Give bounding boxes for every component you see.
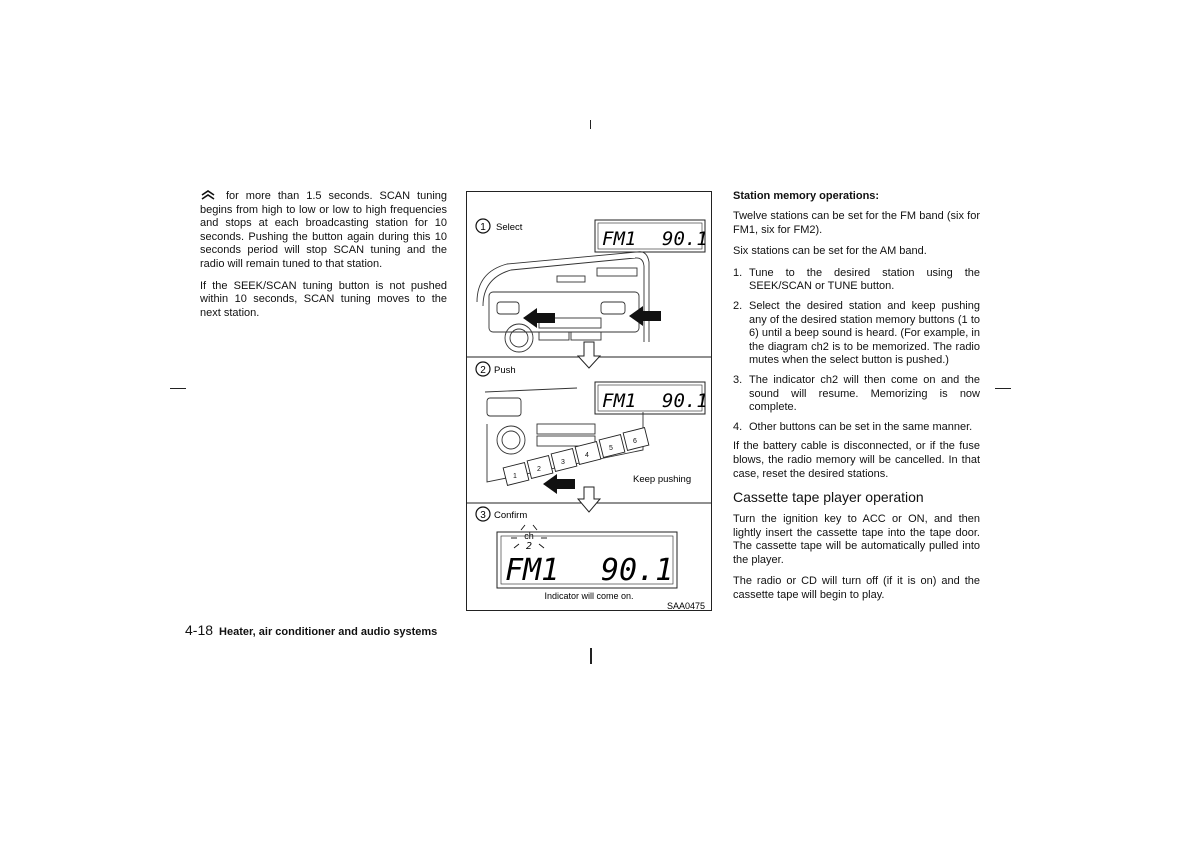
page-number: 4-18 [185, 622, 214, 638]
battery-paragraph: If the battery cable is disconnected, or if the fuse blows, the radio memory will be cancelled. In that case, reset the desired stations. [733, 440, 980, 480]
lcd-display-2 [595, 382, 708, 414]
indicator-ch-label: ch [524, 531, 534, 541]
svg-text:1: 1 [480, 222, 486, 233]
svg-text:4: 4 [585, 452, 589, 459]
svg-text:90.1: 90.1 [601, 553, 674, 588]
scan-paragraph-text: for more than 1.5 seconds. SCAN tuning begins from high to low or low to high frequencies and stops at each broadcasting station for 10 seconds. Pushing the button again during this 10 seconds period will stop SCAN tuning and the radio will remain tuned to that station. [200, 190, 447, 270]
page-footer [185, 622, 437, 638]
indicator-number: 2 [525, 541, 533, 552]
list-item: 2. Select the desired station and keep pushing any of the desired station memory buttons (1 to 6) until a beep sound is heard. (For example, in the diagram ch2 is to be memorized. The radio mutes when the select button is pushed.) [733, 299, 980, 367]
svg-text:3: 3 [561, 459, 565, 466]
list-item: 4. Other buttons can be set in the same manner. [733, 420, 973, 433]
indicator-caption: Indicator will come on. [544, 591, 634, 601]
step3-marker [476, 507, 490, 521]
lcd-display-1 [595, 220, 708, 252]
seek-up-icon [200, 190, 216, 200]
cassette-insert-paragraph: Turn the ignition key to ACC or ON, and then lightly insert the cassette tape into the tape door. The cassette tape will be automatically pulled into the player. [733, 513, 980, 566]
svg-text:1: 1 [513, 473, 517, 480]
left-column [200, 190, 447, 328]
station-memory-heading: Station memory operations: [733, 190, 880, 202]
memory-steps-list [733, 267, 980, 435]
svg-text:3: 3 [480, 510, 486, 521]
step1-label: Select [496, 222, 523, 233]
radio-diagram-figure [466, 191, 712, 611]
step2-marker [476, 362, 490, 376]
push-arrow-preset-icon [543, 474, 575, 494]
svg-text:2: 2 [480, 365, 486, 376]
step3-label: Confirm [494, 510, 528, 521]
step1-marker [476, 219, 490, 233]
keep-pushing-label: Keep pushing [633, 474, 692, 485]
svg-text:FM1: FM1 [505, 553, 560, 588]
figure-code: SAA0475 [667, 601, 706, 610]
step2-label: Push [494, 365, 516, 376]
svg-text:6: 6 [633, 438, 637, 445]
svg-text:90.1: 90.1 [662, 390, 708, 412]
cassette-section-heading: Cassette tape player operation [733, 489, 924, 506]
section-title: Heater, air conditioner and audio systems [219, 626, 438, 638]
svg-text:5: 5 [609, 445, 613, 452]
crop-mark-bottom [590, 648, 592, 664]
crop-mark-left [170, 388, 186, 389]
cassette-play-paragraph: The radio or CD will turn off (if it is on) and the cassette tape will begin to play. [733, 575, 980, 602]
radio-diagram [467, 192, 711, 610]
am-band-paragraph: Six stations can be set for the AM band. [733, 245, 927, 258]
svg-text:FM1: FM1 [602, 390, 637, 412]
down-arrow-1-icon [578, 342, 600, 368]
list-item: 1. Tune to the desired station using the SEEK/SCAN or TUNE button. [733, 266, 980, 293]
svg-text:2: 2 [537, 466, 541, 473]
list-item: 3. The indicator ch2 will then come on and the sound will resume. Memorizing is now complete. [733, 373, 980, 414]
radio-unit-sketch-1 [477, 252, 649, 352]
down-arrow-2-icon [578, 487, 600, 512]
right-column [733, 190, 980, 611]
fm-band-paragraph: Twelve stations can be set for the FM band (six for FM1, six for FM2). [733, 210, 980, 236]
push-arrow-right-icon [629, 306, 661, 326]
svg-text:FM1: FM1 [602, 228, 637, 250]
crop-mark-top [590, 120, 591, 129]
crop-mark-right [995, 388, 1011, 389]
svg-text:90.1: 90.1 [662, 228, 708, 250]
scan-paragraph [200, 190, 447, 272]
seek-scan-paragraph: If the SEEK/SCAN tuning button is not pushed within 10 seconds, SCAN tuning moves to the next station. [200, 279, 447, 319]
